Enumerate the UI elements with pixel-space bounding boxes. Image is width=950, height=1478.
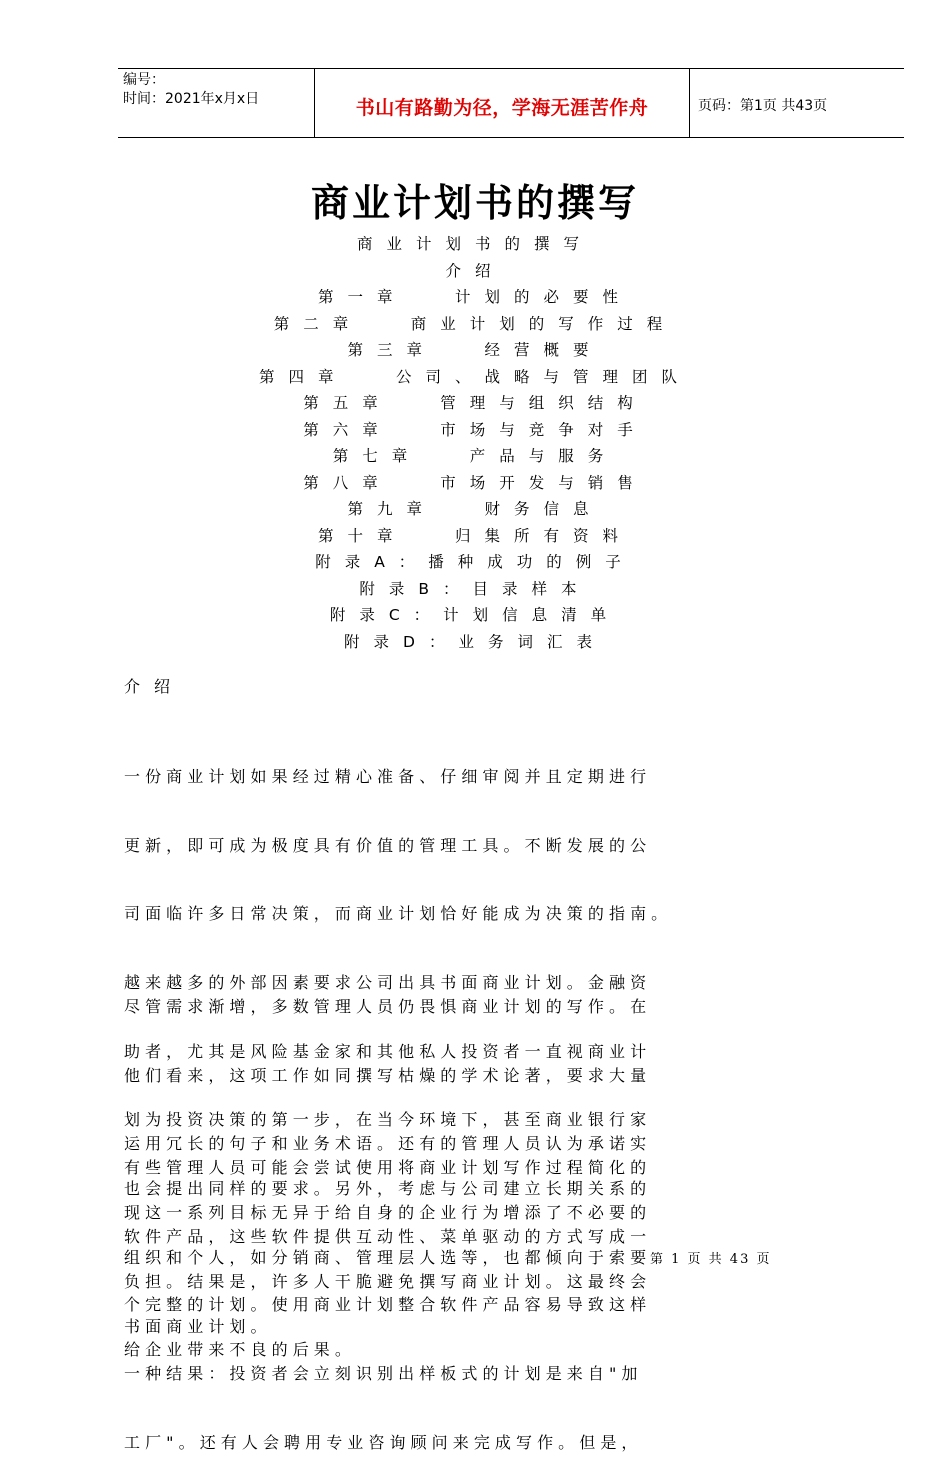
text-line: 软 件 产 品 ， 这 些 软 件 提 供 互 动 性 、 菜 单 驱 动 的 方 式 写 成 一 — [124, 1226, 647, 1246]
toc-item: 商业计划书的撰写 — [356, 235, 593, 253]
toc-item: 第三章 经营概要 — [347, 341, 603, 359]
time-label: 时间：2021年x月x日 — [123, 91, 260, 107]
text-line: 划 为 投 资 决 策 的 第 一 步 ， 在 当 今 环 境 下 ， 甚 至 商 业 银 行 家 — [124, 1110, 647, 1130]
text-line: 更 新 ， 即 可 成 为 极 度 具 有 价 值 的 管 理 工 具 。 不 断 发 展 的 公 — [124, 835, 647, 855]
text-line: 司 面 临 许 多 日 常 决 策 ， 而 商 业 计 划 恰 好 能 成 为 决 策 的 指 南 。 — [124, 904, 668, 924]
text-line: 负 担 。 结 果 是 ， 许 多 人 干 脆 避 免 撰 写 商 业 计 划 。 这 最 终 会 — [124, 1271, 647, 1291]
toc-item: 第八章 市场开发与销售 — [303, 473, 647, 492]
text-line: 个 完 整 的 计 划 。 使 用 商 业 计 划 整 合 软 件 产 品 容 易 导 致 这 样 — [124, 1295, 647, 1315]
text-line: 运 用 冗 长 的 句 子 和 业 务 术 语 。 还 有 的 管 理 人 员 认 为 承 诺 实 — [124, 1134, 647, 1154]
text-line: 越 来 越 多 的 外 部 因 素 要 求 公 司 出 具 书 面 商 业 计 划 。 金 融 资 — [124, 972, 647, 992]
text-line: 工 厂 " 。 还 有 人 会 聘 用 专 业 咨 询 顾 问 来 完 成 写 作 。 但 是 ， — [124, 1432, 638, 1452]
toc-item: 第二章 商业计划的写作过程 — [273, 314, 677, 333]
toc-item: 附录D：业务词汇表 — [344, 632, 606, 651]
toc-item: 第六章 市场与竞争对手 — [303, 420, 647, 439]
toc-item: 第九章 财务信息 — [347, 500, 603, 518]
number-label: 编号： — [123, 72, 165, 88]
header-meta-cell — [118, 69, 315, 137]
toc-item: 第四章 公司、战略与管理团队 — [259, 367, 691, 386]
text-line: 一 种 结 果 ： 投 资 者 会 立 刻 识 别 出 样 板 式 的 计 划 是 来 自 " 加 — [124, 1363, 638, 1383]
toc-item: 第七章 产品与服务 — [332, 447, 618, 465]
text-line: 书 面 商 业 计 划 。 — [124, 1316, 267, 1336]
toc-item: 第五章 管理与组织结构 — [303, 394, 647, 412]
text-line: 现 这 一 系 列 目 标 无 异 于 给 自 身 的 企 业 行 为 增 添 了 不 必 要 的 — [124, 1202, 647, 1222]
header-motto-cell — [315, 69, 690, 137]
text-line: 他 们 看 来 ， 这 项 工 作 如 同 撰 写 枯 燥 的 学 术 论 著 ， 要 求 大 量 — [124, 1065, 647, 1085]
document-header — [118, 68, 904, 138]
toc-item: 介绍 — [445, 261, 505, 280]
intro-heading: 介绍 — [124, 677, 185, 696]
motto: 书山有路勤为径，学海无涯苦作舟 — [355, 97, 649, 119]
toc-item: 附录C：计划信息清单 — [329, 606, 621, 624]
toc-item: 第十章 归集所有资料 — [318, 526, 632, 545]
text-line: 一 份 商 业 计 划 如 果 经 过 精 心 准 备 、 仔 细 审 阅 并 且 定 期 进 行 — [124, 766, 647, 786]
page-label: 页码：第1页 共43页 — [698, 98, 828, 114]
text-line: 组 织 和 个 人 ， 如 分 销 商 、 管 理 层 人 选 等 ， 也 都 倾 向 于 索 要 — [124, 1247, 647, 1267]
toc-item: 附录B：目录样本 — [359, 579, 591, 598]
text-line: 给 企 业 带 来 不 良 的 后 果 。 — [124, 1340, 351, 1360]
paragraph — [124, 1111, 884, 1478]
toc-item: 附录A：播种成功的例子 — [315, 553, 635, 571]
toc-item: 第一章 计划的必要性 — [318, 288, 632, 306]
text-line: 有 些 管 理 人 员 可 能 会 尝 试 使 用 将 商 业 计 划 写 作 过 程 简 化 的 — [124, 1157, 647, 1177]
text-line: 也 会 提 出 同 样 的 要 求 。 另 外 ， 考 虑 与 公 司 建 立 长 期 关 系 的 — [124, 1179, 647, 1199]
page-footer: 第 1 页 共 43 页 — [650, 1252, 772, 1267]
text-line: 尽 管 需 求 渐 增 ， 多 数 管 理 人 员 仍 畏 惧 商 业 计 划 的 写 作 。 在 — [124, 996, 647, 1016]
table-of-contents — [0, 231, 950, 655]
header-page-cell — [690, 69, 904, 137]
document-title: 商业计划书的撰写 — [310, 180, 639, 225]
text-line: 助 者 ， 尤 其 是 风 险 基 金 家 和 其 他 私 人 投 资 者 一 直 视 商 业 计 — [124, 1041, 647, 1061]
